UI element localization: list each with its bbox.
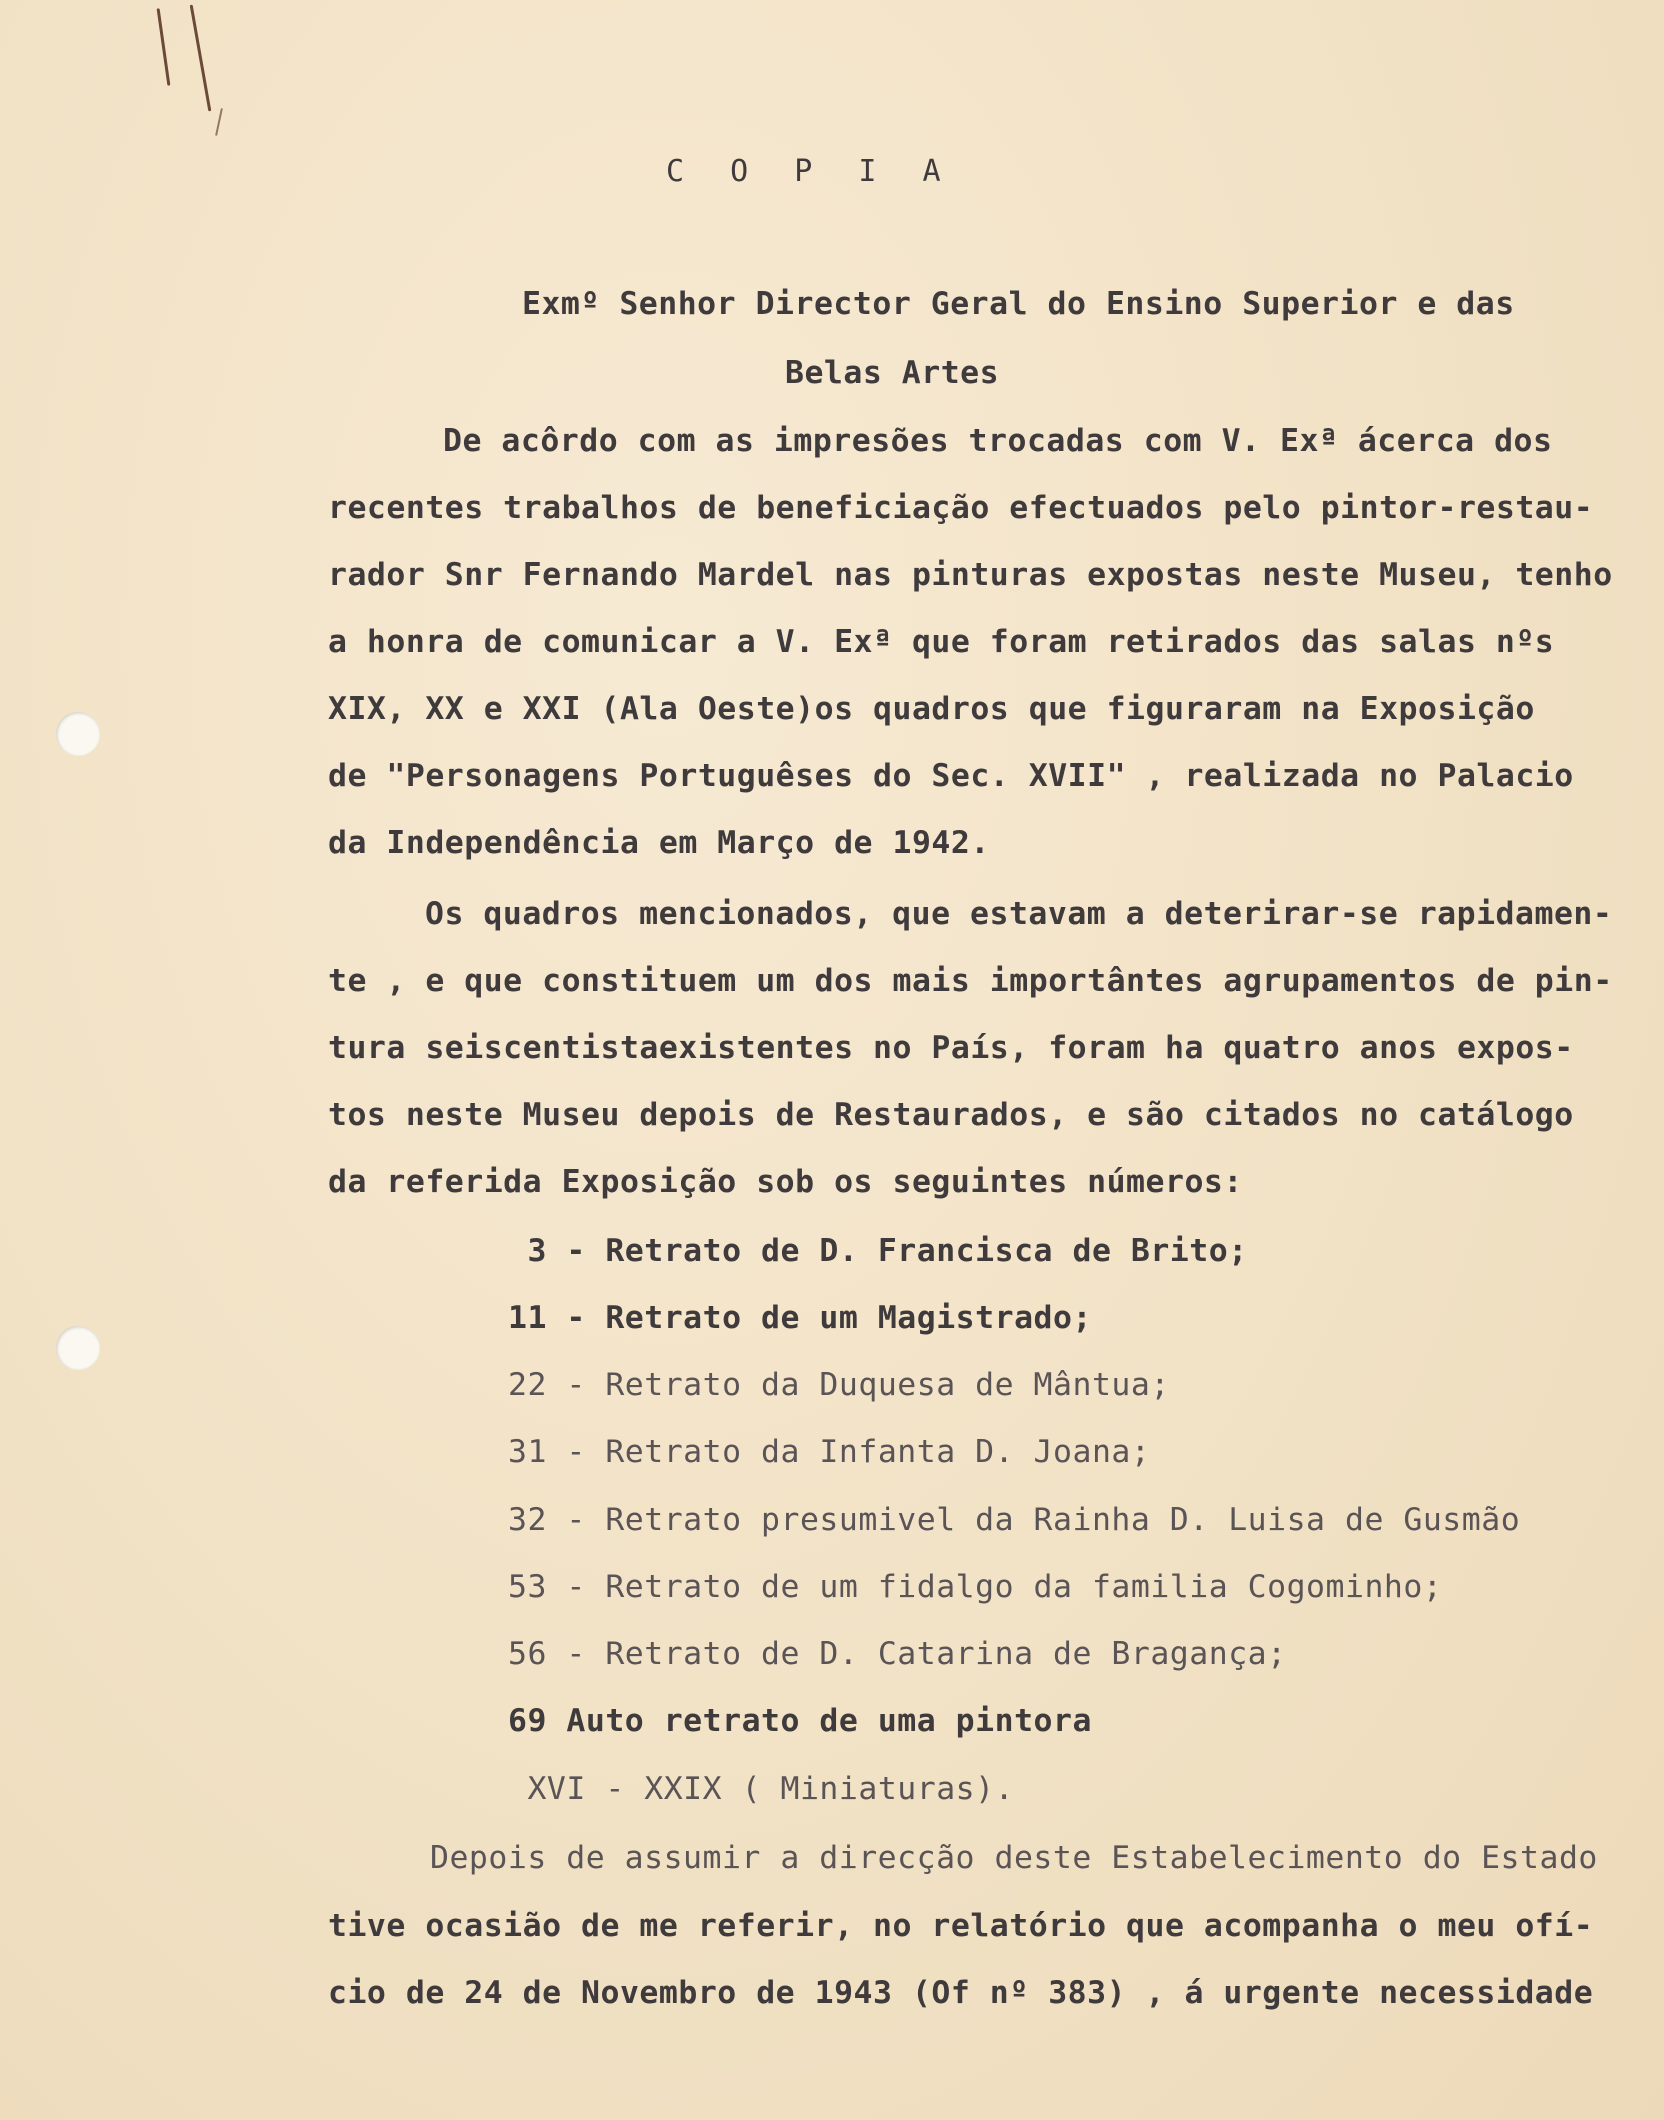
pencil-mark	[190, 5, 212, 112]
list-item: XVI - XXIX ( Miniaturas).	[508, 1771, 1015, 1807]
paragraph-line: rador Snr Fernando Mardel nas pinturas expostas neste Museu, tenho	[328, 557, 1613, 593]
list-item: 53 - Retrato de um fidalgo da familia Cogominho;	[508, 1569, 1443, 1605]
list-item: 69 Auto retrato de uma pintora	[508, 1703, 1092, 1739]
pencil-mark	[215, 108, 223, 136]
paragraph-line: tura seiscentistaexistentes no País, foram ha quatro anos expos-	[328, 1030, 1574, 1066]
paragraph-line: tive ocasião de me referir, no relatório que acompanha o meu ofí-	[328, 1908, 1594, 1944]
paragraph-line: De acôrdo com as impresões trocadas com V. Exª ácerca dos	[443, 423, 1553, 459]
paragraph-line: XIX, XX e XXI (Ala Oeste)os quadros que figuraram na Exposição	[328, 691, 1535, 727]
list-item: 11 - Retrato de um Magistrado;	[508, 1300, 1092, 1336]
punch-hole	[56, 712, 100, 756]
paragraph-line: cio de 24 de Novembro de 1943 (Of nº 383) , á urgente necessidade	[328, 1975, 1594, 2011]
list-item: 56 - Retrato de D. Catarina de Bragança;	[508, 1636, 1287, 1672]
paragraph-line: Os quadros mencionados, que estavam a deterirar-se rapidamen-	[425, 896, 1613, 932]
paragraph-line: de "Personagens Portuguêses do Sec. XVII" , realizada no Palacio	[328, 758, 1574, 794]
paragraph-line: te , e que constituem um dos mais importântes agrupamentos de pin-	[328, 963, 1613, 999]
paragraph-line: a honra de comunicar a V. Exª que foram retirados das salas nºs	[328, 624, 1555, 660]
list-item: 32 - Retrato presumivel da Rainha D. Luisa de Gusmão	[508, 1502, 1521, 1538]
list-item: 22 - Retrato da Duquesa de Mântua;	[508, 1367, 1170, 1403]
paragraph-line: tos neste Museu depois de Restaurados, e são citados no catálogo	[328, 1097, 1574, 1133]
salutation-line: Belas Artes	[785, 355, 1000, 391]
paragraph-line: da referida Exposição sob os seguintes números:	[328, 1164, 1243, 1200]
punch-hole	[56, 1326, 100, 1370]
document-title: C O P I A	[666, 154, 955, 189]
paragraph-line: Depois de assumir a direcção deste Estabelecimento do Estado	[430, 1840, 1598, 1876]
pencil-mark	[157, 8, 171, 86]
paragraph-line: da Independência em Março de 1942.	[328, 825, 990, 861]
salutation-line: Exmº Senhor Director Geral do Ensino Superior e das	[522, 286, 1515, 322]
list-item: 31 - Retrato da Infanta D. Joana;	[508, 1434, 1151, 1470]
paragraph-line: recentes trabalhos de beneficiação efectuados pelo pintor-restau-	[328, 490, 1594, 526]
list-item: 3 - Retrato de D. Francisca de Brito;	[508, 1233, 1248, 1269]
